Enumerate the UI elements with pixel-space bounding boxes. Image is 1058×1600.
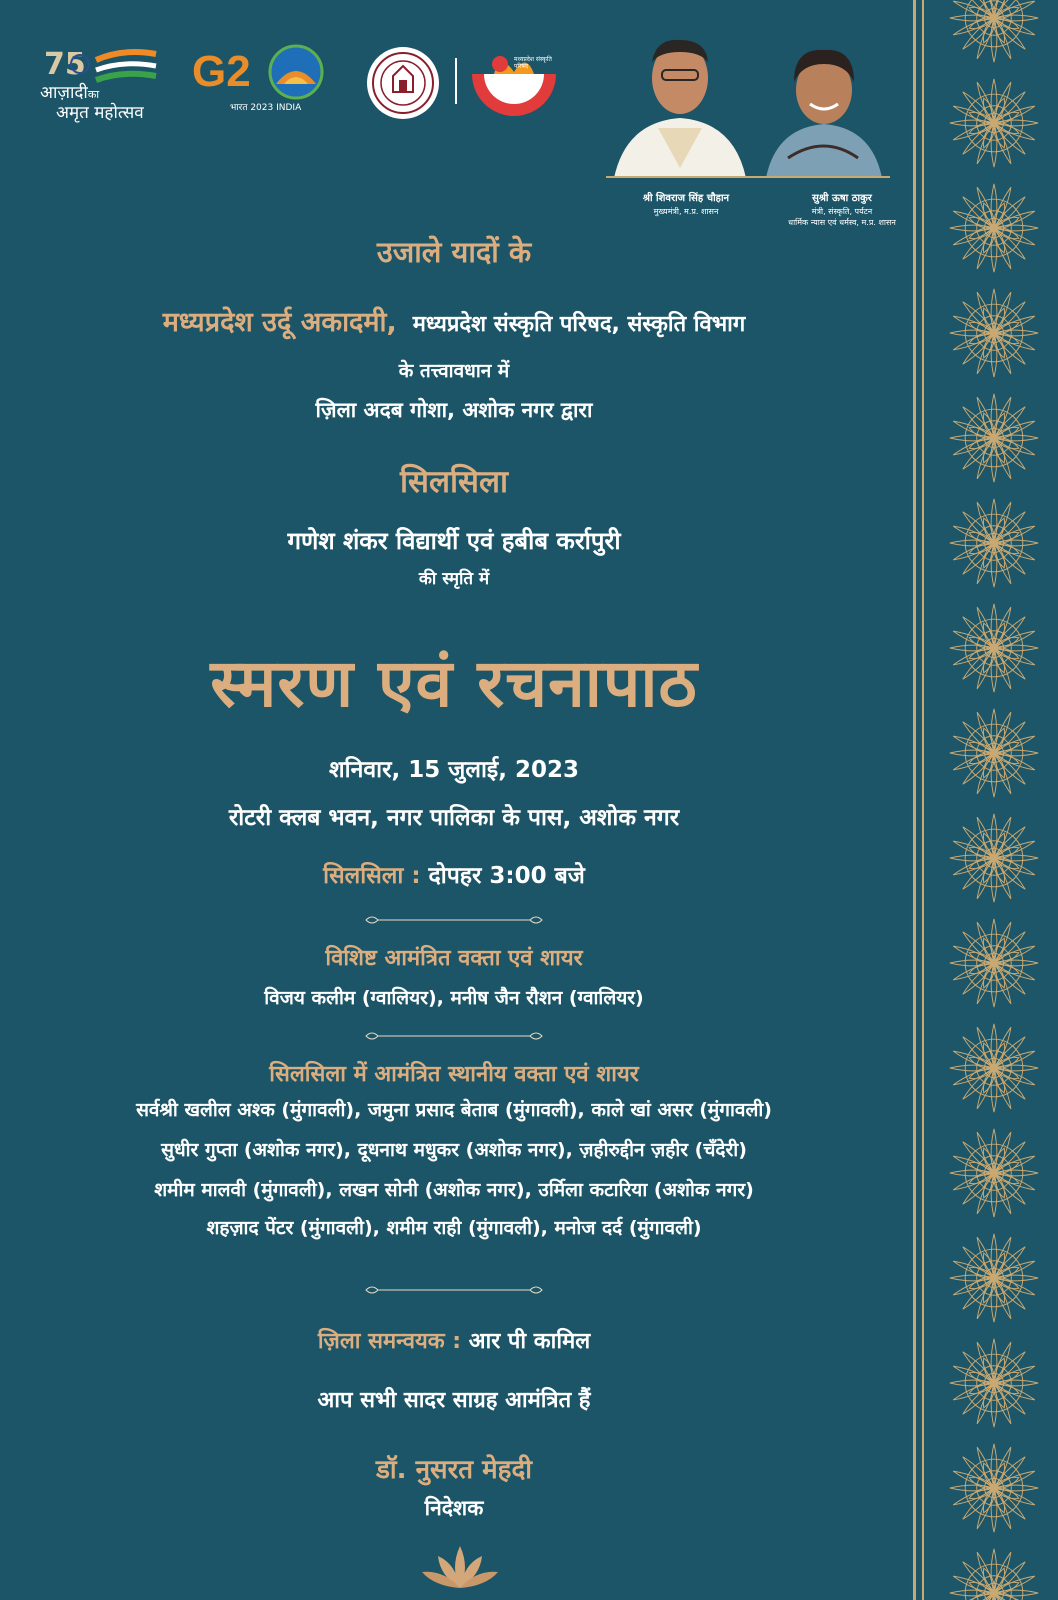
mandala-ornament bbox=[946, 1440, 1042, 1536]
portrait-chief-minister bbox=[606, 18, 754, 178]
cm-caption bbox=[596, 190, 776, 217]
silsila-heading: सिलसिला bbox=[399, 464, 509, 500]
ornament-divider bbox=[364, 1029, 544, 1043]
mandala-ornament bbox=[946, 705, 1042, 801]
cm-title: मुख्यमंत्री, म.प्र. शासन bbox=[653, 207, 719, 216]
local-heading: सिलसिला में आमंत्रित स्थानीय वक्ता एवं शायर bbox=[269, 1062, 639, 1087]
sanskriti-logo-text: मध्यप्रदेश संस्कृति परिषद bbox=[514, 56, 552, 70]
mandala-ornament bbox=[946, 75, 1042, 171]
azadi-logo-ka: का bbox=[87, 88, 100, 101]
mandala-ornament bbox=[946, 0, 1042, 66]
mandala-column bbox=[930, 0, 1058, 1600]
coordinator-name: आर पी कामिल bbox=[468, 1329, 591, 1354]
portrait-underline bbox=[606, 176, 890, 178]
local-list-line: सुधीर गुप्ता (अशोक नगर), दूधनाथ मधुकर (अशोक नगर), ज़हीरुद्दीन ज़हीर (चँदेरी) bbox=[161, 1139, 747, 1161]
local-list-line: शहज़ाद पेंटर (मुंगावली), शमीम राही (मुंगावली), मनोज दर्द (मुंगावली) bbox=[206, 1217, 702, 1239]
main-title: स्मरण एवं रचनापाठ bbox=[210, 645, 698, 722]
memory-names: गणेश शंकर विद्यार्थी एवं हबीब कर्रापुरी bbox=[287, 527, 621, 555]
mandala-ornament bbox=[946, 285, 1042, 381]
time-label: सिलसिला : bbox=[323, 863, 421, 889]
ornament-divider bbox=[364, 1283, 544, 1297]
local-list-line: सर्वश्री खलील अश्क (मुंगावली), जमुना प्रसाद बेताब (मुंगावली), काले खां असर (मुंगावली) bbox=[136, 1099, 772, 1121]
mandala-ornament bbox=[946, 1125, 1042, 1221]
mandala-ornament bbox=[946, 600, 1042, 696]
minister-name: सुश्री ऊषा ठाकुर bbox=[812, 193, 872, 204]
svg-text:75: 75 bbox=[44, 47, 86, 82]
azadi-ka-amrit-mahotsav-logo bbox=[38, 40, 178, 122]
ornament-divider bbox=[364, 913, 544, 927]
border-line bbox=[922, 0, 924, 1600]
event-time bbox=[0, 858, 908, 890]
org-primary: मध्यप्रदेश उर्दू अकादमी, bbox=[162, 307, 397, 338]
minister-caption bbox=[752, 190, 932, 228]
minister-title: मंत्री, संस्कृति, पर्यटन bbox=[811, 207, 873, 216]
mandala-ornament bbox=[946, 810, 1042, 906]
mandala-ornament bbox=[946, 915, 1042, 1011]
portrait-minister bbox=[758, 18, 890, 178]
lotus-icon bbox=[420, 1542, 500, 1592]
time-value: दोपहर 3:00 बजे bbox=[428, 863, 585, 889]
series-title: उजाले यादों के bbox=[376, 235, 532, 269]
mandala-ornament bbox=[946, 390, 1042, 486]
mandala-ornament bbox=[946, 1020, 1042, 1116]
event-venue: रोटरी क्लब भवन, नगर पालिका के पास, अशोक नगर bbox=[228, 805, 680, 831]
svg-text:G2: G2 bbox=[192, 47, 251, 96]
district-line: ज़िला अदब गोशा, अशोक नगर द्वारा bbox=[315, 398, 593, 422]
director-name: डॉ. नुसरत मेहदी bbox=[376, 1455, 532, 1485]
minister-title-2: धार्मिक न्यास एवं धर्मस्व, म.प्र. शासन bbox=[788, 218, 896, 227]
coordinator-line bbox=[0, 1325, 908, 1355]
sanskriti-parishad-logo bbox=[470, 42, 562, 122]
urdu-academy-emblem bbox=[366, 46, 440, 120]
memory-of: की स्मृति में bbox=[418, 569, 490, 589]
org-secondary: मध्यप्रदेश संस्कृति परिषद, संस्कृति विभाग bbox=[412, 312, 746, 337]
local-list-line: शमीम मालवी (मुंगावली), लखन सोनी (अशोक नगर), उर्मिला कटारिया (अशोक नगर) bbox=[154, 1179, 754, 1201]
mandala-ornament bbox=[946, 1335, 1042, 1431]
guests-heading: विशिष्ट आमंत्रित वक्ता एवं शायर bbox=[325, 946, 583, 971]
director-title: निदेशक bbox=[424, 1496, 484, 1520]
azadi-logo-subtext: अमृत महोत्सव bbox=[56, 103, 144, 123]
welcome-line: आप सभी सादर साग्रह आमंत्रित हैं bbox=[317, 1388, 591, 1413]
azadi-logo-text: आज़ादी bbox=[40, 83, 88, 103]
event-date: शनिवार, 15 जुलाई, 2023 bbox=[329, 757, 579, 783]
coordinator-label: ज़िला समन्वयक : bbox=[317, 1329, 462, 1354]
mandala-ornament bbox=[946, 1230, 1042, 1326]
guests-list: विजय कलीम (ग्वालियर), मनीष जैन रौशन (ग्वालियर) bbox=[264, 987, 644, 1009]
logo-separator bbox=[455, 58, 457, 104]
aegis-line: के तत्त्वावधान में bbox=[398, 360, 510, 382]
mandala-ornament bbox=[946, 180, 1042, 276]
border-line bbox=[913, 0, 916, 1600]
mandala-ornament bbox=[946, 495, 1042, 591]
organizers-line bbox=[0, 302, 908, 339]
g20-logo bbox=[192, 40, 332, 120]
g20-logo-subtext: भारत 2023 INDIA bbox=[230, 103, 302, 113]
cm-name: श्री शिवराज सिंह चौहान bbox=[642, 193, 730, 204]
mandala-ornament bbox=[946, 1545, 1042, 1600]
